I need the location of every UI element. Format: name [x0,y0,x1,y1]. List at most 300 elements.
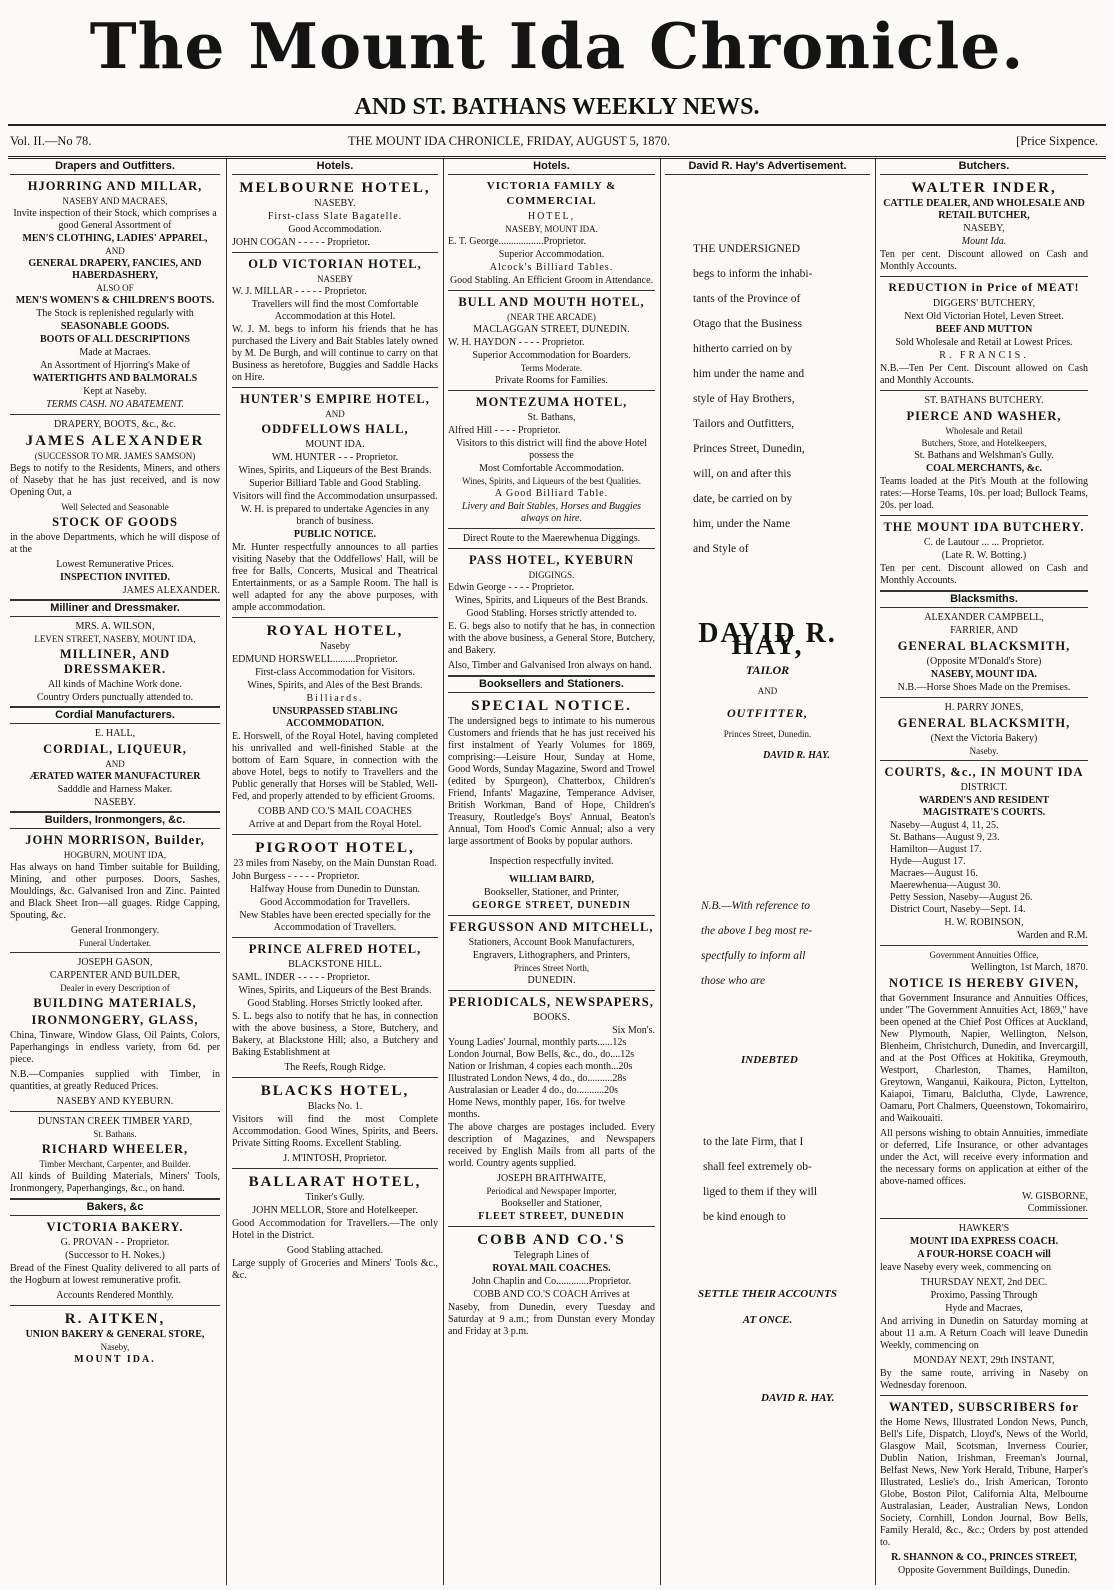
ad-text: Superior Billiard Table and Good Stabling. [249,478,421,489]
ad-text: St. Bathans and Welshman's Gully. [914,450,1054,461]
ad-text: MACLAGGAN STREET, DUNEDIN. [473,324,630,335]
ad-heading: COBB AND CO.'S [477,1232,626,1248]
advert-prince-alfred-hotel [232,942,438,1074]
ad-text: St. Bathans, [527,412,576,423]
ad-text: BOOTS OF ALL DESCRIPTIONS [40,334,190,345]
ad-text: Alcock's Billiard Tables. [489,262,614,273]
ad-heading: MOUNT IDA EXPRESS COACH. [909,1236,1059,1247]
ad-text: Begs to notify to the Residents, Miners, and others of Naseby that he has just received, and is now Opening Out, a [10,463,220,498]
ad-heading: THE MOUNT IDA BUTCHERY. [883,520,1085,534]
list-item: Young Ladies' Journal, monthly parts......12s [448,1037,627,1048]
ad-text: New Stables have been erected specially for the Accommodation of Travellers. [239,910,431,933]
ad-text: SETTLE THEIR ACCOUNTS [698,1288,837,1300]
divider [448,290,655,291]
ad-text: General Ironmongery. [70,925,160,936]
ad-text: Hyde and Macraes, [945,1303,1023,1314]
newspaper-title: The Mount Ida Chronicle. [89,9,1025,83]
ad-text: Made at Macraes. [79,347,151,358]
advert-periodicals [448,995,655,1223]
list-item: shall feel extremely ob- [703,1161,812,1173]
ad-text: Princes Street, Dunedin. [723,729,812,739]
ad-text: Butchers, Store, and Hotelkeepers, [921,438,1047,448]
ad-heading: MONTEZUMA HOTEL, [475,395,628,409]
ad-text: An Assortment of Hjorring's Make of [40,360,190,371]
section-header: Booksellers and Stationers. [448,675,655,693]
ad-text: Ten per cent. Discount allowed on Cash and Monthly Accounts. [880,249,1088,272]
ad-text: Wines, Spirits, and Liqueurs of the Best Brands. [238,985,432,996]
ad-text: Has always on hand Timber suitable for Building, Mining, and other purposes. Doors, Sashes, Mouldings, &c. Galvanised Iron and Zinc. Painted and Black Sheet Iron—all guages. Ridge Capping, Spouting, &c. [10,862,220,921]
advert-mount-ida-butchery [880,520,1088,587]
ad-text: A Good Billiard Table. [494,488,609,499]
ad-text: NASEBY [316,274,353,284]
ad-heading: PIGROOT HOTEL, [255,840,415,856]
ad-text: HOTEL, [527,211,576,222]
ad-text: Blacks No. 1. [307,1101,363,1112]
ad-text: Arrive at and Depart from the Royal Hotel. [248,819,422,830]
masthead [0,0,1114,122]
advert-r-aitken [10,1310,220,1366]
ad-text: Good Stabling. Horses Strictly looked after. [247,998,423,1009]
list-item: St. Bathans—August 9, 23. [890,832,1000,843]
issue-date: THE MOUNT IDA CHRONICLE, FRIDAY, AUGUST 5, 1870. [348,134,671,148]
ad-text: HAWKER'S [958,1223,1010,1234]
ad-text: Accounts Rendered Monthly. [56,1290,174,1301]
ad-text: The Stock is replenished regularly with [36,308,194,319]
divider [448,390,655,391]
ad-text: E. G. begs also to notify that he has, in connection with the above business, a General Store, Butchery, and Bakery. [448,621,655,656]
ad-text: AND [105,246,125,256]
ad-text: MOUNT IDA. [305,439,365,450]
divider [448,990,655,991]
list-item: Tailors and Outfitters, [693,418,795,430]
list-item: Australasian or Leader 4 do., do...........20s [448,1085,618,1096]
advert-victoria-family-hotel [448,179,655,287]
ad-text: DAVID R. HAY. [761,1392,835,1404]
advert-walter-inder [880,179,1088,273]
ad-text: Wellington, 1st March, 1870. [971,962,1088,973]
ad-text: J. M'INTOSH, Proprietor. [283,1153,387,1164]
list-item: Princes Street, Dunedin, [693,443,805,455]
ad-text: UNION BAKERY & GENERAL STORE, [25,1329,205,1340]
advert-blacks-hotel [232,1082,438,1165]
list-item: be kind enough to [703,1211,786,1223]
section-header: David R. Hay's Advertisement. [665,159,870,175]
ad-heading: PASS HOTEL, KYEBURN [469,553,634,567]
ad-text: MONDAY NEXT, 29th INSTANT, [913,1355,1055,1366]
ad-text: Bookseller, Stationer, and Printer, [484,887,619,898]
court-dates-list [880,820,1088,916]
divider [232,937,438,938]
ad-text: AND [105,759,125,769]
ad-text: Private Rooms for Families. [495,375,608,386]
notice-text [701,894,870,994]
list-item: Hyde—August 17. [890,856,966,867]
divider [10,1111,220,1112]
ad-text: Six Mon's. [612,1025,655,1036]
ad-text: ALEXANDER CAMPBELL, [924,612,1044,623]
ad-text: Naseby, [100,1342,130,1352]
ad-text: BLACKSTONE HILL. [288,959,382,970]
list-item: District Court, Naseby—Sept. 14. [890,904,1026,915]
ad-text: AND [325,409,345,419]
advert-e-hall [10,728,220,809]
ad-text: Princes Street North, [513,963,590,973]
list-item: and Style of [693,543,749,555]
ad-heading: MELBOURNE HOTEL, [239,180,431,196]
list-item: those who are [701,975,766,987]
advert-montezuma-hotel [448,395,655,525]
divider [232,252,438,253]
list-item: Otago that the Business [693,318,802,330]
section-header: Milliner and Dressmaker. [10,599,220,617]
ad-text: W. J. MILLAR - - - - - Proprietor. [232,286,367,297]
ad-text: LEVEN STREET, NASEBY, MOUNT IDA, [34,634,196,644]
ad-text: E. Horswell, of the Royal Hotel, having completed his unrivalled and well-finished Stable at the bottom of Earn Square, in connection with the above Hotel, begs to notify to Travellers and the Public generally that Horses will be Stabled, Well-Fed, and properly attended to by efficient Grooms. [232,731,438,802]
ad-text: Tinker's Gully. [305,1192,365,1203]
list-item: Nation or Irishman, 4 copies each month...20s [448,1061,633,1072]
advert-victoria-bakery [10,1220,220,1302]
advert-old-victorian-hotel [232,257,438,384]
list-item: the above I beg most re- [701,925,813,937]
ad-text: E. HALL, [94,728,136,739]
ad-text: Travellers will find the most Comfortable Accommodation at this Hotel. [251,299,419,322]
ad-text: (NEAR THE ARCADE) [507,312,596,322]
divider [880,515,1088,516]
ad-text: Inspection respectfully invited. [489,856,614,867]
advert-bull-and-mouth-hotel [448,295,655,387]
list-item: style of Hay Brothers, [693,393,795,405]
ad-text: Good Stabling attached. [286,1245,384,1256]
ad-text: WM. HUNTER - - - Proprietor. [271,452,399,463]
ad-heading: WANTED, SUBSCRIBERS for [888,1400,1080,1414]
column-rule [226,159,227,1585]
ad-text: Alfred Hill - - - - Proprietor. [448,425,561,436]
ad-text: Superior Accommodation for Boarders. [472,350,631,361]
ad-text: NASEBY AND KYEBURN. [56,1096,174,1107]
ad-text: Large supply of Groceries and Miners' Tools &c., &c. [232,1258,438,1281]
advert-richard-wheeler [10,1116,220,1195]
ad-text: Wines, Spirits, and Liqueurs of the Best Brands. [238,465,432,476]
advert-cobb-and-co [448,1231,655,1338]
list-item: Naseby—August 4, 11, 25. [890,820,999,831]
ad-text: First-class Slate Bagatelle. [267,211,403,222]
divider [232,834,438,835]
ad-heading: BLACKS HOTEL, [260,1083,410,1099]
ad-text: IRONMONGERY, GLASS, [31,1013,199,1027]
column-3 [448,159,655,1585]
ad-text: Mr. Hunter respectfully announces to all parties visiting Naseby that the Oddfellows' Hall, will be free for Balls, Concerts, Musical and Theatrical Entertainments, or as a Sample Room. The hall is well adapted for any the above purposes, with ample accommodation. [232,542,438,613]
ad-text: Dealer in every Description of [60,983,170,993]
ad-text: N.B.—Ten Per Cent. Discount allowed on Cash and Monthly Accounts. [880,363,1088,386]
ad-text: Periodical and Newspaper Importer, [486,1186,617,1196]
ad-text: DUNSTAN CREEK TIMBER YARD, [37,1116,193,1127]
divider [10,952,220,953]
ad-text: Wines, Spirits, and Liqueurs of the best Qualities. [461,476,642,486]
ad-text: INDEBTED [741,1054,798,1066]
ad-text: DAVID R. HAY. [763,750,830,761]
ad-heading: JOHN MORRISON, Builder, [25,833,205,847]
ad-text: W. GISBORNE, [1021,1191,1088,1202]
list-item: him, under the Name [693,518,791,530]
ad-heading: COURTS, &c., IN MOUNT IDA [884,765,1084,779]
advert-joseph-gason [10,957,220,1108]
ad-text: S. L. begs also to notify that he has, in connection with the above business, a Store, Butchery, and Bakery, at Blackstone Hill; also, a Butchery and Baking Establishment at [232,1011,438,1058]
ad-text: FLEET STREET, DUNEDIN [478,1211,625,1222]
ad-text: Wines, Spirits, and Liqueurs of the Best Brands. [455,595,648,606]
ad-text: TAILOR [745,663,790,677]
ad-text: W. J. M. begs to inform his friends that he has purchased the Livery and Bait Stables lately owned by M. De Burgh, and will continue to carry on that Business as heretofore, Buggies and Saddle Hacks on Hire. [232,324,438,383]
ad-text: AT ONCE. [742,1314,793,1326]
ad-heading: DAVID R. HAY, [698,618,837,661]
ad-text: DUNEDIN. [527,975,576,986]
ad-text: Warden and R.M. [1017,930,1088,941]
ad-heading: PERIODICALS, NEWSPAPERS, [449,995,654,1009]
ad-heading: VICTORIA FAMILY & COMMERCIAL [486,180,617,207]
advert-h-parry-jones [880,702,1088,757]
ad-text: Sadddle and Harness Maker. [57,784,173,795]
ad-text: Country Orders punctually attended to. [36,692,194,703]
ad-text: Also, Timber and Galvanised Iron always on hand. [448,660,652,671]
ad-text: DIGGERS' BUTCHERY, [932,298,1036,309]
list-item: Hamilton—August 17. [890,844,982,855]
section-header: Butchers. [880,159,1088,175]
ad-text: Halfway House from Dunedin to Dunstan. [250,884,420,895]
ad-text: H. PARRY JONES, [944,702,1024,713]
ad-text: NASEBY. [314,198,356,209]
ad-text: (SUCCESSOR TO MR. JAMES SAMSON) [34,451,196,461]
ad-text: John Burgess - - - - - Proprietor. [232,871,360,882]
ad-text: (Next the Victoria Bakery) [930,733,1038,744]
ad-text: ALSO OF [96,283,134,293]
ad-text: ST. BATHANS BUTCHERY. [924,395,1044,406]
list-item: Macraes—August 16. [890,868,978,879]
ad-text: Well Selected and Seasonable [61,502,169,512]
ad-text: Superior Accommodation. [498,249,605,260]
ad-text: Naseby. [969,746,999,756]
ad-heading: BULL AND MOUTH HOTEL, [458,295,645,309]
ad-text: (Late R. W. Botting.) [941,550,1027,561]
ad-text: SAML. INDER - - - - - Proprietor. [232,972,370,983]
ad-text: BEEF AND MUTTON [935,324,1033,335]
divider [448,528,655,529]
ad-text: that Government Insurance and Annuities Offices, under "The Government Annuities Act, 1869," have been opened at the Chief Post Offices at Auckland, New Plymouth, Napier, Wellington, Nelson, Blenheim, Christchurch, Dunedin, and Invercargill, and at the Post Offices at Hokitika, Greymouth, Westport, Charleston, Thames, Hamilton, Greytown, Wanganui, Kaikoura, Picton, Lyttelton, Kaiapoi, Timaru, Balclutha, Clyde, Lawrence, Oamaru, Port Chalmers, Queenstown, Tokomairiro, and Waikouaiti. [880,993,1088,1124]
ad-text: Kept at Naseby. [83,386,147,397]
ad-text: DRAPERY, BOOTS, &c., &c. [53,419,177,430]
ad-text: Good Stabling. An Efficient Groom in Attendance. [449,275,654,286]
ad-heading: FERGUSSON AND MITCHELL, [449,920,654,934]
ad-text: BOOKS. [533,1012,570,1023]
ad-text: EDMUND HORSWELL.........Proprietor. [232,654,398,665]
divider [232,1168,438,1169]
ad-text: HOGBURN, MOUNT IDA, [63,850,167,860]
advert-government-annuities [880,950,1088,1215]
ad-heading: PRINCE ALFRED HOTEL, [248,942,422,956]
column-rule [875,159,876,1585]
ad-text: R. FRANCIS. [939,350,1029,361]
ad-heading: REDUCTION in Price of MEAT! [888,282,1080,294]
ad-text: All kinds of Machine Work done. [48,679,182,690]
divider [880,1395,1088,1396]
newspaper-subtitle: AND ST. BATHANS WEEKLY NEWS. [354,94,760,120]
ad-text: G. PROVAN - - Proprietor. [60,1237,170,1248]
divider [10,414,220,415]
ad-text: OUTFITTER, [726,706,808,720]
ad-text: Most Comfortable Accommodation. [479,463,624,474]
column-5 [880,159,1088,1585]
ad-text: ROYAL MAIL COACHES. [492,1263,611,1274]
ad-text: Sold Wholesale and Retail at Lowest Prices. [895,337,1073,348]
ad-text: A FOUR-HORSE COACH will [917,1249,1051,1260]
ad-heading: BALLARAT HOTEL, [248,1174,422,1190]
list-item: Maerewhenua—August 30. [890,880,1001,891]
list-item: begs to inform the inhabi- [693,268,813,280]
ad-text: Edwin George - - - - Proprietor. [448,582,575,593]
ad-text: COAL MERCHANTS, &c. [925,463,1043,474]
ad-text: Ten per cent. Discount allowed on Cash and Monthly Accounts. [880,563,1088,586]
ad-text: JOHN COGAN - - - - - Proprietor. [232,237,370,248]
divider [232,617,438,618]
ad-text: BUILDING MATERIALS, [33,996,197,1010]
ad-text: Teams loaded at the Pit's Mouth at the following rates:—Horse Teams, 10s. per load; Bullock Teams, 20s. per load. [880,476,1088,511]
ad-text: NASEBY, MOUNT IDA. [505,224,598,234]
ad-text: CARPENTER AND BUILDER, [49,970,181,981]
ad-text: FARRIER, AND [950,625,1018,636]
ad-text: St. Bathans. [93,1129,137,1139]
ad-text: MEN'S WOMEN'S & CHILDREN'S BOOTS. [15,295,215,306]
ad-text: The above charges are postages included. Every description of Magazines, and Newspapers received by English Mails from all parts of the world. Country agents supplied. [448,1122,655,1169]
divider [448,915,655,916]
list-item: spectfully to inform all [701,950,806,962]
ad-text: N.B.—Horse Shoes Made on the Premises. [897,682,1071,693]
ad-text: JAMES ALEXANDER. [122,585,220,596]
advert-wanted-subscribers [880,1400,1088,1577]
ad-text: Good Accommodation for Travellers. [260,897,410,908]
ad-text: And arriving in Dunedin on Saturday morning at about 11 a.m. A Return Coach will leave Dunedin Weekly, commencing on [880,1316,1088,1351]
ad-text: Timber Merchant, Carpenter, and Builder. [39,1159,191,1169]
ad-text: JOHN MELLOR, Store and Hotelkeeper. [252,1205,418,1216]
ad-heading: JAMES ALEXANDER [25,433,205,449]
ad-text: CATTLE DEALER, AND WHOLESALE AND RETAIL BUTCHER, [883,198,1085,221]
notice-text [703,1130,870,1230]
ad-text: Good Stabling. Horses strictly attended to. [466,608,637,619]
advert-hjorring-millar [10,179,220,411]
ad-text: Stationers, Account Book Manufacturers, [468,937,635,948]
list-item: to the late Firm, that I [703,1136,804,1148]
price: [Price Sixpence. [1016,134,1098,148]
ad-text: Terms Moderate. [520,363,583,373]
divider [880,390,1088,391]
ad-text: Mount Ida. [961,236,1007,247]
list-item: him under the name and [693,368,805,380]
list-item: hitherto carried on by [693,343,793,355]
ad-text: MOUNT IDA. [74,1354,156,1365]
list-item: will, on and after this [693,468,792,480]
ad-text: Next Old Victorian Hotel, Leven Street. [904,311,1064,322]
ad-heading: SPECIAL NOTICE. [471,698,632,714]
divider [448,1226,655,1227]
ad-text: JOSEPH BRAITHWAITE, [497,1173,606,1184]
ad-heading: ROYAL HOTEL, [266,623,404,639]
ad-heading: WALTER INDER, [911,180,1057,196]
ad-text: Telegraph Lines of [513,1250,590,1261]
ad-text: (Opposite M'Donald's Store) [926,656,1042,667]
advert-mrs-wilson [10,621,220,704]
ad-text: All persons wishing to obtain Annuities, immediate or deferred, Life Insurance, or other advantages under the Act, will receive every information and the necessary forms on application at either of the above-named offices. [880,1128,1088,1187]
ad-text: ODDFELLOWS HALL, [261,422,409,436]
ad-text: PUBLIC NOTICE. [293,529,377,540]
ad-text: NASEBY. [94,797,136,808]
ad-text: Bookseller and Stationer, [501,1198,602,1209]
ad-text: WATERTIGHTS AND BALMORALS [32,373,198,384]
ad-text: Engravers, Lithographers, and Printers, [472,950,631,961]
ad-text: Naseby [320,641,350,652]
ad-text: China, Tinware, Window Glass, Oil Paints, Colors, Paperhangings in endless variety, from 6d. per piece. [10,1030,220,1065]
ad-text: DISTRICT. [960,782,1008,793]
ad-text: The Reefs, Rough Ridge. [284,1062,386,1073]
column-rule [660,159,661,1585]
divider [448,548,655,549]
ad-text: Bread of the Finest Quality delivered to all parts of the Hogburn at lowest remunerative profit. [10,1263,220,1286]
ad-text: INSPECTION INVITED. [59,572,171,583]
ad-text: First-class Accommodation for Visitors. [255,667,415,678]
ad-text: R. SHANNON & CO., PRINCES STREET, [891,1552,1077,1563]
ad-text: All kinds of Building Materials, Miners' Tools, Ironmongery, Paperhangings, &c., on hand. [10,1171,220,1194]
ad-text: GENERAL DRAPERY, FANCIES, AND HABERDASHERY, [28,258,202,281]
dateline-bar [8,124,1106,159]
ad-text: 23 miles from Naseby, on the Main Dunstan Road. [233,858,437,869]
ad-text: COBB AND CO.'S COACH Arrives at [473,1289,630,1300]
ad-text: WARDEN'S AND RESIDENT MAGISTRATE'S COURTS. [918,795,1050,818]
ad-text: Funeral Undertaker. [79,938,151,948]
ad-text: Invite inspection of their Stock, which comprises a good General Assortment of [13,208,217,231]
list-item: tants of the Province of [693,293,801,305]
ad-text: SEASONABLE GOODS. [60,321,170,332]
divider [232,387,438,388]
list-item: THE UNDERSIGNED [693,243,801,255]
ad-text: TERMS CASH. NO ABATEMENT. [46,399,184,410]
ad-heading: CORDIAL, LIQUEUR, [43,742,187,756]
ad-text: (Successor to H. Nokes.) [65,1250,165,1261]
list-item: Petty Session, Naseby—August 26. [890,892,1033,903]
column-1 [10,159,220,1585]
ad-text: Good Accommodation. [288,224,382,235]
ad-text: NASEBY, [963,223,1005,234]
ad-heading: PIERCE AND WASHER, [906,409,1062,423]
ad-text: leave Naseby every week, commencing on [880,1262,1052,1273]
section-header: Builders, Ironmongers, &c. [10,811,220,829]
ad-heading: MILLINER, AND DRESSMAKER. [59,647,171,676]
section-header: Bakers, &c [10,1198,220,1216]
divider [880,945,1088,946]
ad-text: NASEBY, MOUNT IDA. [930,669,1038,680]
ad-heading: GENERAL BLACKSMITH, [897,716,1071,730]
volume-number: Vol. II.—No 78. [10,134,92,148]
section-header: Blacksmiths. [880,590,1088,608]
ad-heading: VICTORIA BAKERY. [46,1220,184,1234]
section-header: Hotels. [448,159,655,175]
ad-text: MEN'S CLOTHING, LADIES' APPAREL, [22,233,208,244]
advert-hunters-empire-hotel [232,392,438,614]
ad-text: STOCK OF GOODS [52,515,178,529]
ad-text: ÆRATED WATER MANUFACTURER [29,771,201,782]
divider [232,1077,438,1078]
ad-heading: HJORRING AND MILLAR, [27,179,203,193]
advert-fergusson-mitchell [448,920,655,987]
ad-heading: OLD VICTORIAN HOTEL, [248,257,422,271]
list-item: date, be carried on by [693,493,793,505]
advert-john-morrison [10,833,220,949]
ad-heading: GENERAL BLACKSMITH, [897,639,1071,653]
